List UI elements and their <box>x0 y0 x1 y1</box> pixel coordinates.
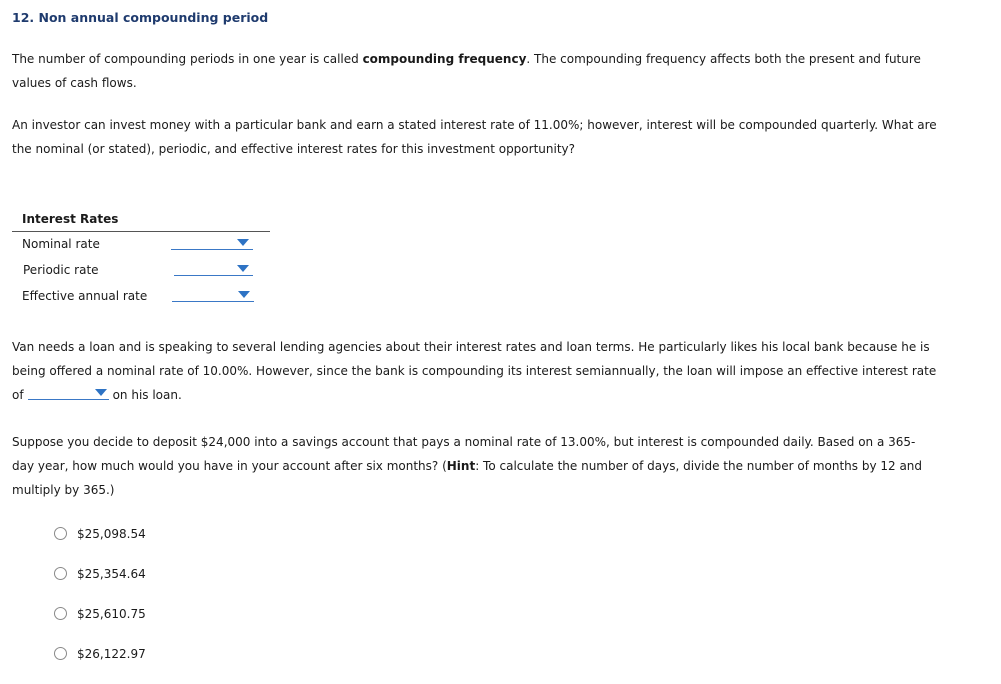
intro-text-a: The number of compounding periods in one year is called <box>12 52 363 66</box>
rate-row-nominal <box>12 232 270 258</box>
periodic-rate-dropdown[interactable] <box>174 261 253 276</box>
question-2-text-a: Van needs a loan and is speaking to several lending agencies about their interest rates and loan terms. He particularly likes his local bank because he is being offered a nominal rate of 10.00%. However, since the bank is compounding its interest semiannually, the loan will impose an effective interest rate of <box>12 340 937 402</box>
nominal-rate-dropdown[interactable] <box>171 235 253 250</box>
option-label[interactable]: $25,098.54 <box>77 527 146 541</box>
interest-rates-table <box>12 212 270 310</box>
option-label[interactable]: $25,610.75 <box>77 607 146 621</box>
question-title: 12. Non annual compounding period <box>12 10 269 25</box>
question-1-text: An investor can invest money with a particular bank and earn a stated interest rate of 11.00%; however, interest will be compounded quarterly. What are the nominal (or stated), periodic, and effective interest rates for this investment opportunity? <box>12 118 937 156</box>
radio-button[interactable] <box>54 607 67 620</box>
question-3-text <box>12 430 937 502</box>
rate-row-effective <box>12 284 270 310</box>
rate-label: Nominal rate <box>22 237 100 251</box>
intro-paragraph <box>12 47 937 95</box>
question-3-text-b: : To calculate the number of days, divide the number of months by 12 and multiply by 365.) <box>12 459 923 497</box>
rate-row-periodic <box>12 258 270 284</box>
intro-bold-term: compounding frequency <box>362 52 527 66</box>
rate-label: Periodic rate <box>23 263 99 277</box>
intro-text-b: . The compounding frequency affects both the present and future values of cash flows. <box>12 52 921 90</box>
effective-annual-rate-dropdown[interactable] <box>172 287 254 302</box>
question-3-text-a: Suppose you decide to deposit $24,000 into a savings account that pays a nominal rate of 13.00%, but interest is compounded daily. Based on a 365-day year, how much would you have in your account after six months? ( <box>12 435 916 473</box>
option-label[interactable]: $26,122.97 <box>77 647 146 661</box>
question-2-text <box>12 335 937 407</box>
caret-down-icon <box>237 239 249 246</box>
interest-rates-header: Interest Rates <box>12 212 270 232</box>
radio-button[interactable] <box>54 527 67 540</box>
hint-label: Hint <box>446 459 476 473</box>
rate-label: Effective annual rate <box>22 289 148 303</box>
effective-rate-dropdown[interactable] <box>28 386 109 400</box>
caret-down-icon <box>238 291 250 298</box>
radio-button[interactable] <box>54 647 67 660</box>
option-label[interactable]: $25,354.64 <box>77 567 146 581</box>
caret-down-icon <box>237 265 249 272</box>
radio-button[interactable] <box>54 567 67 580</box>
caret-down-icon <box>95 389 107 396</box>
question-2-text-b: on his loan. <box>112 388 182 402</box>
